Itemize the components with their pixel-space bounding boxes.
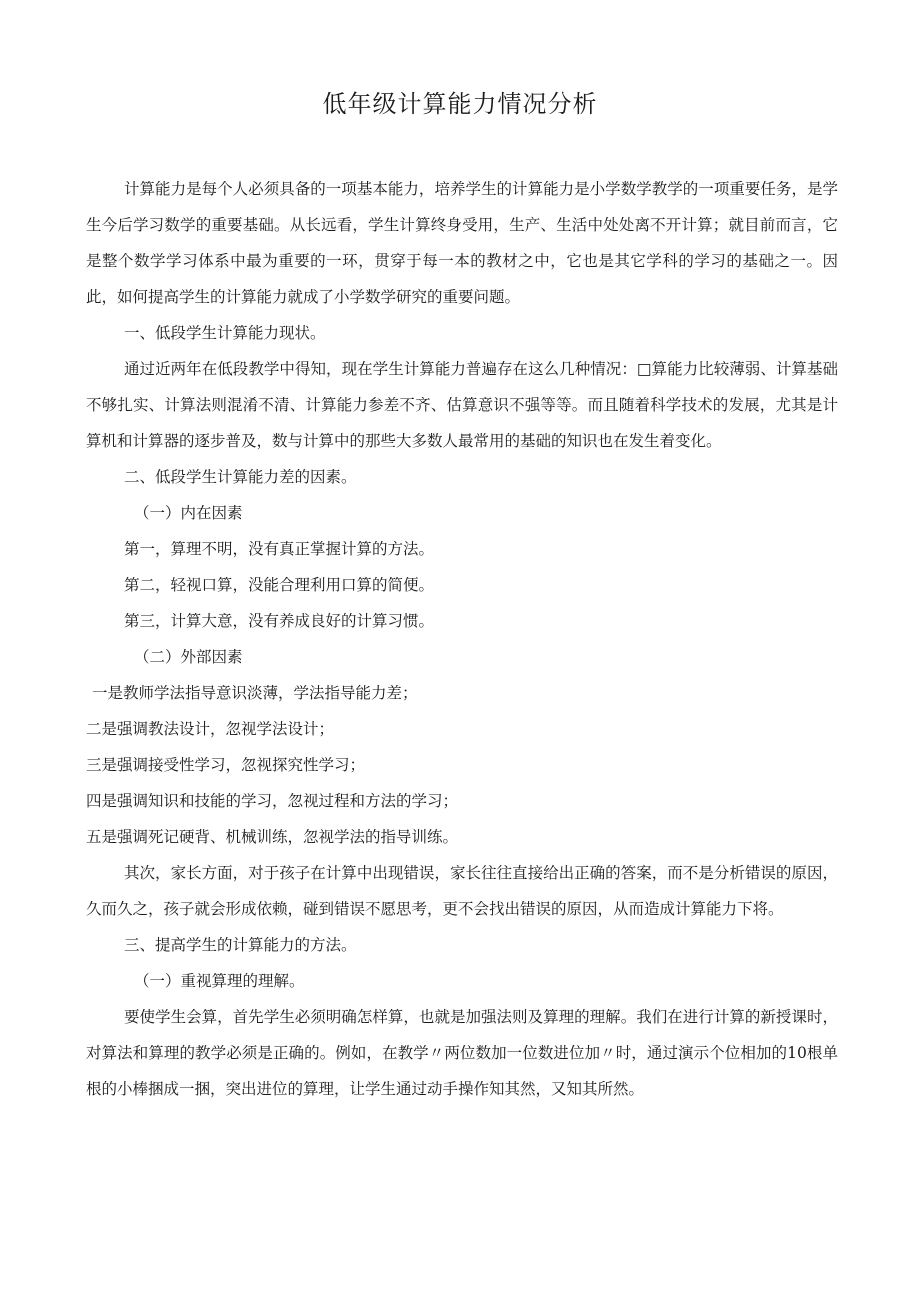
list-item: 一是教师学法指导意识淡薄，学法指导能力差； bbox=[92, 684, 418, 702]
document-title: 低年级计算能力情况分析 bbox=[322, 90, 598, 118]
subsection-heading-understanding: （一）重视算理的理解。 bbox=[134, 972, 305, 990]
list-item: 第一，算理不明，没有真正掌握计算的方法。 bbox=[124, 540, 435, 558]
document-body bbox=[86, 171, 838, 1107]
section-heading-2: 二、低段学生计算能力差的因素。 bbox=[124, 468, 357, 486]
list-item: 四是强调知识和技能的学习，忽视过程和方法的学习； bbox=[86, 792, 459, 810]
list-item: 三是强调接受性学习，忽视探究性学习； bbox=[86, 756, 366, 774]
intro-paragraph: 计算能力是每个人必须具备的一项基本能力，培养学生的计算能力是小学数学教学的一项重要任务，是学生今后学习数学的重要基础。从长远看，学生计算终身受用，生产、生活中处处离不开计算；就目前而言，它是整个数学学习体系中最为重要的一环，贯穿于每一本的教材之中，它也是其它学科的学习的基础之一。因此，如何提高学生的计算能力就成了小学数学研究的重要问题。 bbox=[86, 180, 838, 306]
list-item: 第三，计算大意，没有养成良好的计算习惯。 bbox=[124, 612, 435, 630]
section-heading-1: 一、低段学生计算能力现状。 bbox=[124, 324, 326, 342]
section-heading-3: 三、提高学生的计算能力的方法。 bbox=[124, 936, 357, 954]
subsection-heading-internal: （一）内在因素 bbox=[134, 504, 243, 522]
parents-paragraph: 其次，家长方面，对于孩子在计算中出现错误，家长往往直接给出正确的答案，而不是分析错误的原因，久而久之，孩子就会形成依赖，碰到错误不愿思考，更不会找出错误的原因，从而造成计算能力下将。 bbox=[86, 864, 838, 918]
status-paragraph: 通过近两年在低段教学中得知，现在学生计算能力普遍存在这么几种情况：□算能力比较薄弱、计算基础不够扎实、计算法则混淆不清、计算能力参差不齐、估算意识不强等等。而且随着科学技术的发展，尤其是计算机和计算器的逐步普及，数与计算中的那些大多数人最常用的基础的知识也在发生着变化。 bbox=[86, 360, 838, 450]
list-item: 五是强调死记硬背、机械训练，忽视学法的指导训练。 bbox=[86, 828, 459, 846]
method-paragraph: 要使学生会算，首先学生必须明确怎样算，也就是加强法则及算理的理解。我们在进行计算的新授课时，对算法和算理的教学必须是正确的。例如，在教学〃两位数加一位数进位加〃时，通过演示个位相加的10根单根的小棒捆成一捆，突出进位的算理，让学生通过动手操作知其然，又知其所然。 bbox=[86, 1008, 838, 1098]
list-item: 二是强调教法设计，忽视学法设计； bbox=[86, 720, 335, 738]
subsection-heading-external: （二）外部因素 bbox=[134, 648, 243, 666]
list-item: 第二，轻视口算，没能合理利用口算的简便。 bbox=[124, 576, 435, 594]
